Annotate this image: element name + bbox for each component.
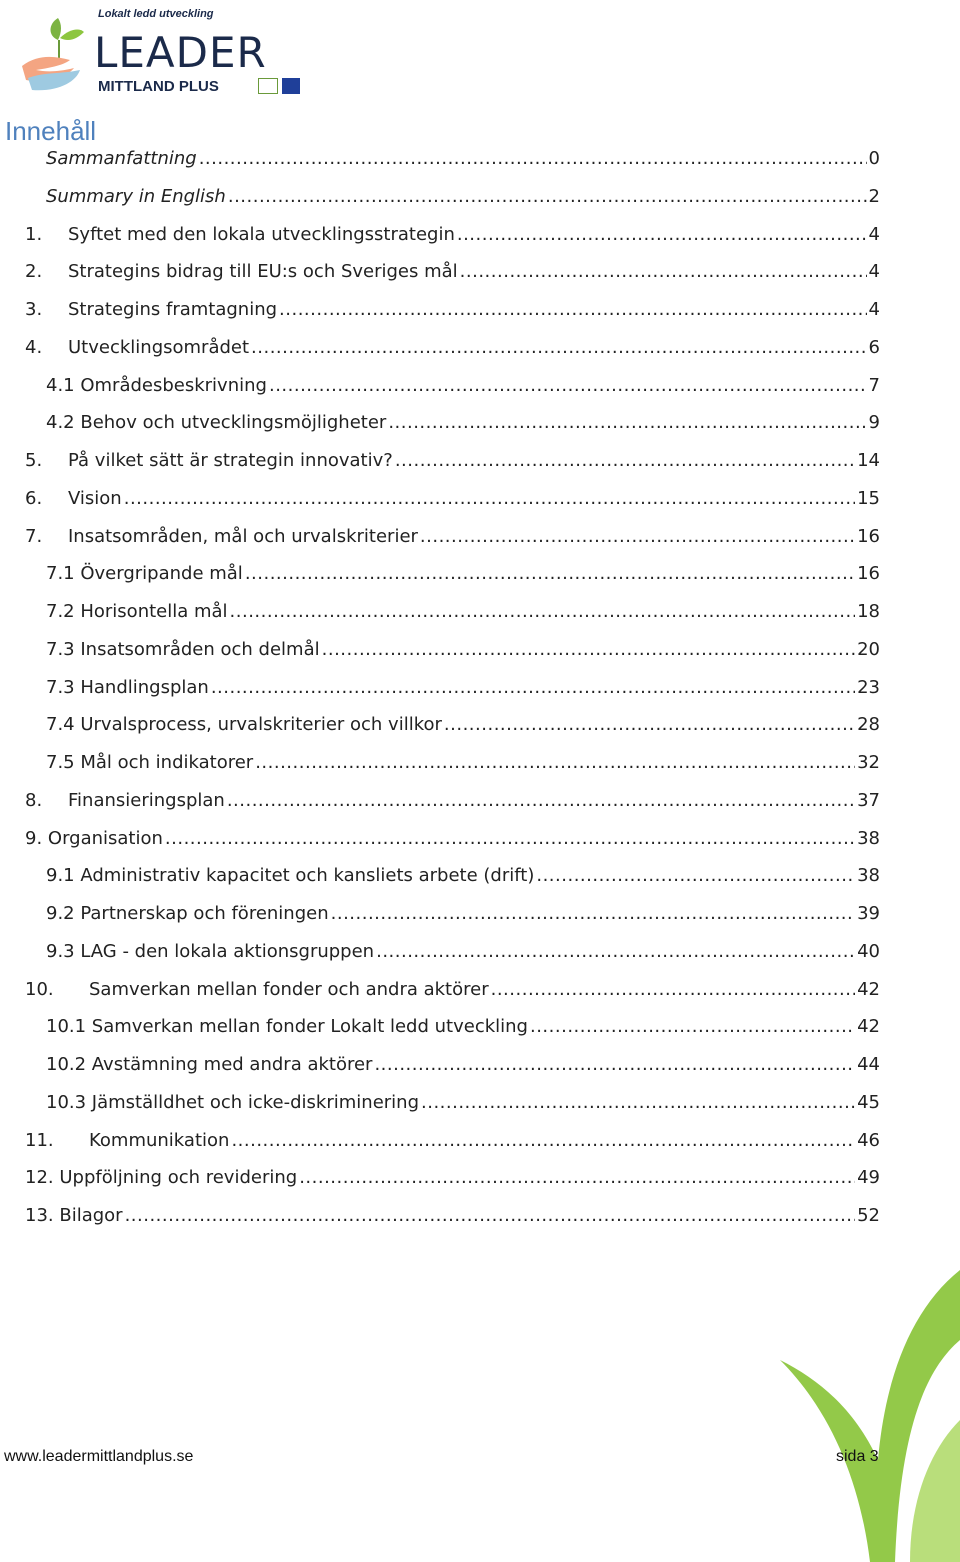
toc-leader-dots [530, 1016, 855, 1037]
toc-entry-page: 46 [857, 1129, 880, 1151]
toc-entry[interactable] [46, 714, 880, 744]
toc-entry-number: 4. [25, 336, 43, 358]
toc-entry-number: 7. [25, 525, 43, 547]
toc-entry-page: 42 [857, 978, 880, 1000]
toc-entry-label: 9.3 LAG - den lokala aktionsgruppen [46, 940, 375, 962]
toc-leader-dots [322, 639, 855, 660]
toc-entry-label: Sammanfattning [46, 148, 197, 169]
toc-entry-page: 7 [868, 374, 880, 396]
toc-leader-dots [124, 488, 855, 509]
logo-subtitle: MITTLAND PLUS [98, 78, 219, 95]
toc-entry[interactable] [46, 1016, 880, 1046]
toc-entry[interactable] [25, 224, 880, 254]
toc-leader-dots [460, 261, 867, 282]
eu-leaf-icon [258, 78, 278, 94]
toc-entry[interactable] [46, 903, 880, 933]
eu-flag-icon [282, 78, 300, 94]
toc-leader-dots [230, 601, 856, 622]
toc-entry-label: 10.3 Jämställdhet och icke-diskriminering [46, 1091, 419, 1113]
footer-page-number: sida 3 [836, 1448, 879, 1465]
toc-entry-number: 3. [25, 299, 43, 320]
toc-entry[interactable] [46, 375, 880, 405]
toc-leader-dots [211, 677, 855, 698]
toc-entry-number: 2. [25, 261, 43, 283]
toc-entry-page: 28 [857, 714, 880, 736]
toc-entry[interactable] [25, 450, 880, 480]
toc-entry-label: 7.3 Insatsområden och delmål [46, 638, 320, 660]
toc-entry-page: 16 [857, 525, 880, 547]
toc-entry-label: 4.2 Behov och utvecklingsmöjligheter [46, 412, 387, 434]
toc-entry-label: På vilket sätt är strategin innovativ? [68, 450, 393, 471]
toc-entry-page: 23 [857, 676, 880, 698]
toc-entry-page: 15 [857, 487, 880, 509]
toc-entry-label: 9.1 Administrativ kapacitet och kansliets arbete (drift) [46, 865, 535, 887]
toc-entry-page: 9 [868, 412, 880, 434]
toc-entry-label: 9.2 Partnerskap och föreningen [46, 903, 329, 924]
toc-entry-label: Finansieringsplan [68, 789, 225, 811]
toc-entry-number: 11. [25, 1129, 54, 1151]
toc-leader-dots [279, 299, 867, 320]
toc-entry-label: 7.5 Mål och indikatorer [46, 752, 254, 773]
toc-entry-label: Insatsområden, mål och urvalskriterier [68, 525, 418, 547]
toc-entry[interactable] [46, 1054, 880, 1084]
toc-entry[interactable] [46, 563, 880, 593]
toc-entry[interactable] [25, 337, 880, 367]
toc-entry-page: 4 [868, 223, 880, 245]
toc-leader-dots [420, 526, 855, 547]
toc-entry[interactable] [46, 1092, 880, 1122]
toc-entry[interactable] [46, 677, 880, 707]
toc-leader-dots [125, 1205, 856, 1226]
toc-entry-number: 5. [25, 450, 43, 471]
toc-leader-dots [395, 450, 855, 471]
toc-leader-dots [374, 1054, 855, 1075]
toc-entry-page: 14 [857, 450, 880, 471]
toc-entry[interactable] [46, 865, 880, 895]
toc-entry-page: 49 [857, 1167, 880, 1189]
toc-entry-page: 20 [857, 638, 880, 660]
toc-entry[interactable] [25, 488, 880, 518]
toc-entry-page: 40 [857, 940, 880, 962]
toc-entry[interactable] [46, 639, 880, 669]
toc-entry-label: 7.3 Handlingsplan [46, 676, 209, 698]
toc-entry[interactable] [46, 601, 880, 631]
toc-entry[interactable] [46, 752, 880, 782]
toc-entry-label: 7.1 Övergripande mål [46, 563, 243, 585]
toc-entry[interactable] [25, 299, 880, 329]
toc-entry-label: 10.2 Avstämning med andra aktörer [46, 1054, 373, 1075]
toc-entry-page: 38 [857, 865, 880, 887]
logo-wordmark: LEADER [94, 28, 267, 77]
toc-entry-label: Strategins bidrag till EU:s och Sveriges mål [68, 261, 458, 283]
toc-entry-label: Summary in English [46, 185, 226, 207]
toc-entry-page: 18 [857, 601, 880, 622]
toc-entry-page: 45 [857, 1091, 880, 1113]
toc-leader-dots [251, 337, 867, 358]
toc-leader-dots [457, 224, 867, 245]
hands-leaf-icon [18, 14, 92, 94]
toc-entry-label: 9. Organisation [25, 827, 163, 849]
toc-entry-label: Strategins framtagning [68, 299, 278, 320]
toc-entry[interactable] [25, 1205, 880, 1235]
footer-website-link[interactable]: www.leadermittlandplus.se [4, 1448, 194, 1465]
toc-entry-page: 0 [868, 148, 880, 169]
toc-entry-label: 7.2 Horisontella mål [46, 601, 228, 622]
toc-entry[interactable] [25, 526, 880, 556]
toc-entry-label: Vision [68, 487, 122, 509]
toc-entry-label: Samverkan mellan fonder och andra aktörer [89, 978, 489, 1000]
toc-entry-label: Kommunikation [89, 1129, 230, 1151]
toc-entry-page: 16 [857, 563, 880, 585]
toc-entry-label: Utvecklingsområdet [68, 336, 250, 358]
toc-entry-page: 6 [868, 336, 880, 358]
toc-entry-number: 10. [25, 978, 54, 1000]
toc-entry[interactable] [25, 1167, 880, 1197]
toc-entry-label: 13. Bilagor [25, 1205, 123, 1226]
toc-leader-dots [376, 941, 855, 962]
toc-entry-number: 6. [25, 487, 43, 509]
toc-entry[interactable] [46, 186, 880, 216]
logo-tagline: Lokalt ledd utveckling [98, 8, 214, 20]
toc-entry[interactable] [46, 941, 880, 971]
toc-leader-dots [444, 714, 855, 735]
toc-entry-page: 37 [857, 789, 880, 811]
toc-leader-dots [299, 1167, 855, 1188]
toc-entry-number: 1. [25, 223, 43, 245]
toc-leader-dots [491, 979, 855, 1000]
toc-leader-dots [536, 865, 855, 886]
toc-leader-dots [421, 1092, 855, 1113]
toc-entry[interactable] [25, 1130, 880, 1160]
toc-entry[interactable] [25, 790, 880, 820]
toc-entry-label: 10.1 Samverkan mellan fonder Lokalt ledd utveckling [46, 1016, 528, 1038]
toc-entry-page: 2 [868, 185, 880, 207]
toc-entry-page: 39 [857, 903, 880, 924]
toc-entry-page: 42 [857, 1016, 880, 1038]
leader-logo [18, 6, 298, 98]
toc-leader-dots [269, 375, 867, 396]
toc-leader-dots [255, 752, 855, 773]
toc-entry[interactable] [25, 828, 880, 858]
toc-entry[interactable] [46, 412, 880, 442]
toc-leader-dots [199, 148, 867, 169]
toc-entry-page: 38 [857, 827, 880, 849]
toc-entry-page: 32 [857, 752, 880, 773]
toc-entry-number: 8. [25, 789, 43, 811]
toc-leader-dots [227, 790, 855, 811]
toc-heading: Innehåll [5, 116, 97, 146]
toc-entry-page: 44 [857, 1054, 880, 1075]
toc-leader-dots [388, 412, 866, 433]
toc-entry[interactable] [25, 261, 880, 291]
toc-entry[interactable] [46, 148, 880, 178]
toc-leader-dots [245, 563, 855, 584]
toc-leader-dots [165, 828, 855, 849]
toc-leader-dots [231, 1130, 855, 1151]
toc-entry-label: Syftet med den lokala utvecklingsstrategin [68, 223, 455, 245]
toc-entry-page: 4 [868, 299, 880, 320]
toc-entry-label: 12. Uppföljning och revidering [25, 1167, 298, 1189]
toc-entry-page: 4 [868, 261, 880, 283]
toc-leader-dots [228, 186, 867, 207]
toc-entry-label: 7.4 Urvalsprocess, urvalskriterier och villkor [46, 714, 442, 736]
toc-leader-dots [331, 903, 855, 924]
toc-entry[interactable] [25, 979, 880, 1009]
toc-entry-label: 4.1 Områdesbeskrivning [46, 374, 267, 396]
toc-entry-page: 52 [857, 1205, 880, 1226]
